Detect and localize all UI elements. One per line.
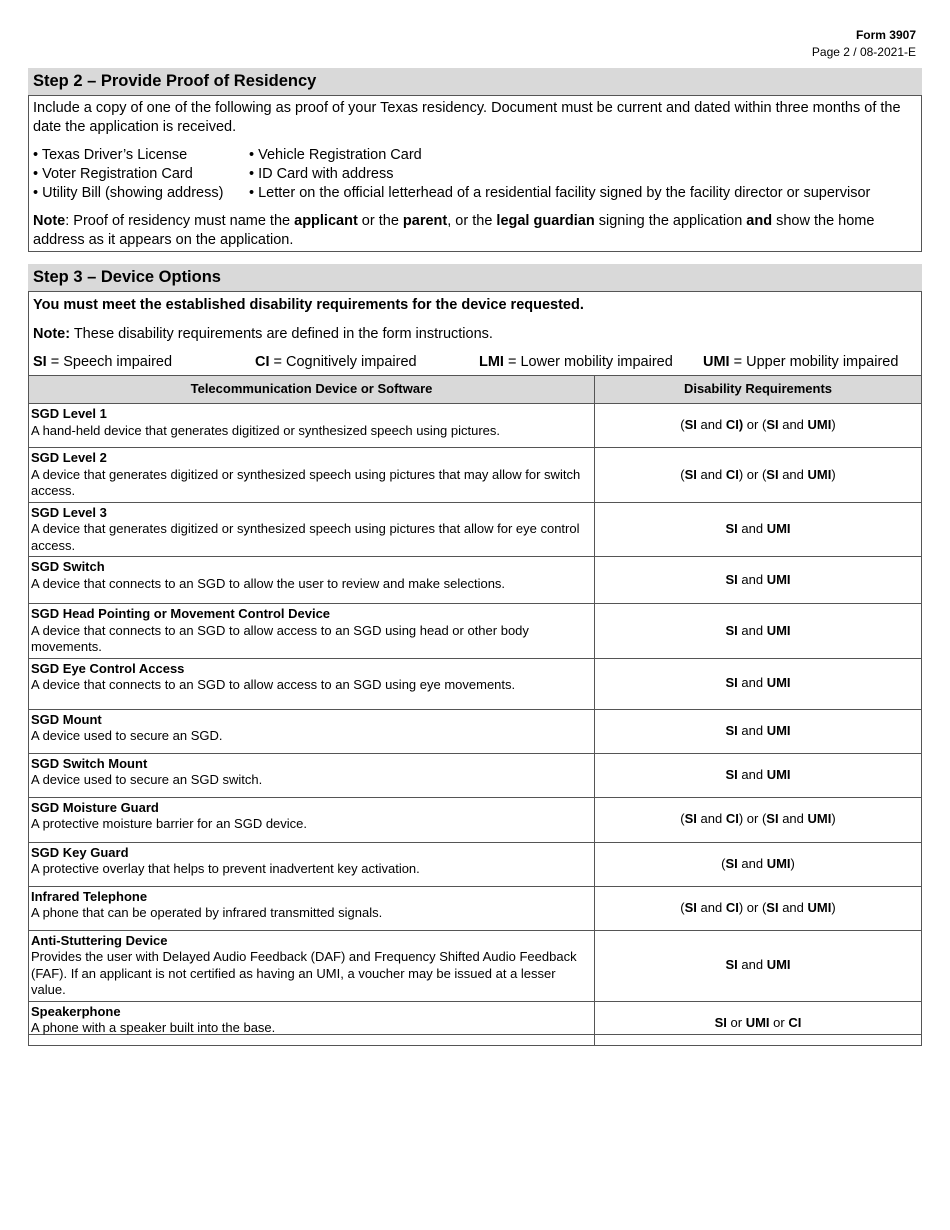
- device-name: SGD Head Pointing or Movement Control Device: [31, 606, 331, 621]
- device-description: A device that generates digitized or synthesized speech using pictures that allow for eye control access.: [31, 521, 580, 553]
- requirement-code: SI: [725, 766, 738, 782]
- requirement-code: SI: [725, 957, 738, 973]
- note-label: Note: [33, 213, 66, 229]
- requirement-connector: (: [721, 855, 726, 871]
- device-description: A device that connects to an SGD to allow the user to review and make selections.: [31, 575, 506, 591]
- document-item: • Utility Bill (showing address): [33, 185, 224, 201]
- abbreviation: SI: [33, 354, 47, 370]
- device-name: Infrared Telephone: [31, 888, 148, 904]
- device-description: A phone that can be operated by infrared transmitted signals.: [31, 905, 383, 920]
- requirement-connector: and: [778, 899, 808, 915]
- device-name: SGD Switch Mount: [31, 755, 148, 771]
- requirement-code: SI: [684, 899, 697, 915]
- device-name: Anti-Stuttering Device: [31, 932, 168, 948]
- requirement-connector: (: [680, 811, 685, 827]
- requirement-connector: (: [680, 899, 685, 915]
- abbreviation: LMI: [479, 354, 504, 370]
- device-cell: [29, 753, 595, 797]
- requirement-cell: [595, 557, 922, 604]
- device-description: A protective moisture barrier for an SGD device.: [31, 816, 308, 831]
- device-name: SGD Moisture Guard: [31, 799, 159, 815]
- requirement-cell: [595, 404, 922, 448]
- requirement-cell: [595, 1001, 922, 1045]
- step2-section: [28, 95, 922, 252]
- table-row: [29, 502, 922, 557]
- device-description: A device that connects to an SGD to allow access to an SGD using eye movements.: [31, 677, 516, 692]
- requirement-code: CI): [725, 417, 744, 433]
- note-emphasis: applicant: [294, 213, 358, 229]
- requirement-code: CI: [725, 811, 739, 827]
- requirement-code: UMI: [766, 957, 791, 973]
- requirement-statement: You must meet the established disability requirements for the device requested.: [33, 297, 584, 313]
- document-list-col2: [249, 146, 870, 203]
- abbreviation-def-lmi: [479, 353, 703, 372]
- requirement-connector: and: [696, 466, 726, 482]
- table-row: [29, 557, 922, 604]
- requirement-cell: [595, 604, 922, 659]
- requirement-connector: ): [831, 811, 836, 827]
- note-text: signing the application: [594, 213, 747, 229]
- requirement-code: SI: [766, 417, 779, 433]
- residency-document-list: [33, 146, 917, 203]
- col-header-device: Telecommunication Device or Software: [29, 376, 595, 404]
- requirement-code: UMI: [766, 675, 791, 691]
- requirement-connector: and: [737, 622, 767, 638]
- document-item: • Texas Driver’s License: [33, 147, 188, 163]
- device-description: A device used to secure an SGD.: [31, 728, 223, 743]
- note-emphasis: parent: [402, 213, 448, 229]
- device-name: SGD Level 1: [31, 406, 107, 421]
- note-label: Note:: [33, 326, 71, 342]
- table-row: [29, 842, 922, 886]
- requirement-code: UMI: [745, 1014, 770, 1030]
- device-cell: [29, 709, 595, 753]
- requirement-connector: and: [778, 417, 808, 433]
- device-name: SGD Level 2: [31, 450, 107, 465]
- requirement-connector: (: [680, 417, 685, 433]
- device-description: A device that generates digitized or synthesized speech using pictures that may allow for switch access.: [31, 466, 581, 498]
- requirement-cell: [595, 502, 922, 557]
- requirement-connector: ): [831, 417, 836, 433]
- requirement-code: UMI: [766, 521, 791, 536]
- requirement-connector: ) or (: [738, 466, 767, 482]
- requirement-connector: and: [696, 417, 726, 433]
- requirement-code: SI: [725, 722, 738, 738]
- device-table: [28, 375, 922, 1046]
- document-item: • Letter on the official letterhead of a residential facility signed by the facility director or supervisor: [249, 185, 871, 201]
- note-text: These disability requirements are defined in the form instructions.: [70, 326, 493, 342]
- requirement-code: SI: [684, 466, 697, 482]
- requirement-code: UMI: [766, 855, 791, 871]
- note-text: or the: [357, 213, 403, 229]
- document-item: • Vehicle Registration Card: [249, 147, 422, 163]
- requirement-connector: and: [737, 521, 767, 536]
- requirement-connector: ) or (: [738, 899, 767, 915]
- requirement-connector: ): [831, 899, 836, 915]
- device-description: A protective overlay that helps to prevent inadvertent key activation.: [31, 861, 420, 876]
- device-cell: [29, 448, 595, 503]
- requirement-connector: or: [769, 1014, 789, 1030]
- device-cell: [29, 658, 595, 709]
- table-row: [29, 404, 922, 448]
- form-number: Form 3907: [855, 28, 916, 42]
- requirement-connector: and: [737, 957, 767, 973]
- requirement-connector: and: [737, 571, 767, 587]
- note-text: : Proof of residency must name the: [65, 213, 295, 229]
- device-description: A phone with a speaker built into the base.: [31, 1020, 276, 1035]
- requirement-code: SI: [725, 855, 738, 871]
- requirement-code: UMI: [807, 417, 832, 433]
- device-cell: [29, 604, 595, 659]
- device-cell: [29, 842, 595, 886]
- col-header-requirements: Disability Requirements: [595, 376, 922, 404]
- requirement-connector: and: [737, 722, 767, 738]
- requirement-connector: and: [737, 766, 767, 782]
- device-name: SGD Key Guard: [31, 844, 129, 860]
- table-row: [29, 604, 922, 659]
- requirement-cell: [595, 448, 922, 503]
- requirement-code: UMI: [766, 766, 791, 782]
- table-row: [29, 658, 922, 709]
- device-description: A device used to secure an SGD switch.: [31, 772, 263, 787]
- form-header: [812, 27, 916, 61]
- device-cell: [29, 404, 595, 448]
- abbreviation-meaning: = Speech impaired: [46, 354, 173, 370]
- table-row: [29, 930, 922, 1001]
- table-row: [29, 886, 922, 930]
- note-text: , or the: [447, 213, 497, 229]
- step3-section: [28, 291, 922, 1035]
- note-text: show the home address as it appears on the application.: [33, 213, 875, 248]
- abbreviation: CI: [255, 354, 270, 370]
- abbreviation-definitions: [33, 353, 917, 372]
- requirement-code: CI: [788, 1014, 802, 1030]
- device-cell: [29, 502, 595, 557]
- requirement-code: CI: [725, 899, 739, 915]
- requirement-connector: and: [737, 855, 767, 871]
- requirement-connector: or (: [743, 417, 767, 433]
- abbreviation-def-ci: [255, 353, 479, 372]
- device-name: SGD Mount: [31, 711, 102, 727]
- device-name: SGD Level 3: [31, 504, 107, 520]
- page-info: Page 2 / 08-2021-E: [811, 45, 916, 59]
- requirement-connector: (: [680, 466, 685, 482]
- step3-title: Step 3 – Device Options: [28, 264, 922, 291]
- abbreviation-meaning: = Upper mobility impaired: [729, 354, 899, 370]
- requirement-code: SI: [714, 1014, 727, 1030]
- requirement-code: UMI: [807, 811, 832, 827]
- requirement-code: UMI: [766, 722, 791, 738]
- abbreviation-meaning: = Cognitively impaired: [269, 354, 417, 370]
- requirement-connector: ): [790, 855, 795, 871]
- note-emphasis: and: [746, 213, 773, 229]
- device-description: A hand-held device that generates digitized or synthesized speech using pictures.: [31, 422, 501, 438]
- requirement-connector: and: [696, 899, 726, 915]
- device-cell: [29, 886, 595, 930]
- requirement-code: SI: [725, 675, 738, 691]
- requirement-connector: and: [778, 466, 808, 482]
- requirement-cell: [595, 797, 922, 842]
- table-row: [29, 753, 922, 797]
- requirement-code: SI: [684, 811, 697, 827]
- requirement-cell: [595, 886, 922, 930]
- table-row: [29, 797, 922, 842]
- requirement-connector: or: [726, 1014, 746, 1030]
- requirement-code: SI: [725, 622, 738, 638]
- requirement-code: CI: [725, 466, 739, 482]
- requirement-code: SI: [725, 521, 738, 536]
- device-description: Provides the user with Delayed Audio Feedback (DAF) and Frequency Shifted Audio Feedback (FAF). If an applicant is not certified as having an UMI, a voucher may be issued at a lesser value.: [31, 949, 577, 997]
- requirement-cell: [595, 658, 922, 709]
- step2-intro: Include a copy of one of the following as proof of your Texas residency. Document must be current and dated within three months of the date the application is received.: [33, 100, 901, 135]
- device-cell: [29, 557, 595, 604]
- requirement-connector: and: [778, 811, 808, 827]
- device-name: SGD Switch: [31, 559, 105, 574]
- abbreviation-def-si: [33, 353, 255, 372]
- table-row: [29, 709, 922, 753]
- device-description: A device that connects to an SGD to allow access to an SGD using head or other body movements.: [31, 622, 529, 654]
- note-emphasis: legal guardian: [496, 213, 595, 229]
- requirement-code: UMI: [807, 466, 832, 482]
- step2-title: Step 2 – Provide Proof of Residency: [28, 68, 922, 95]
- device-cell: [29, 930, 595, 1001]
- device-cell: [29, 1001, 595, 1045]
- requirement-code: UMI: [766, 571, 791, 587]
- abbreviation: UMI: [703, 354, 730, 370]
- requirement-connector: and: [737, 675, 767, 691]
- device-name: SGD Eye Control Access: [31, 660, 185, 676]
- document-item: • ID Card with address: [249, 166, 394, 182]
- step3-note: [33, 325, 917, 344]
- step2-note: [33, 212, 917, 250]
- abbreviation-meaning: = Lower mobility impaired: [503, 354, 673, 370]
- requirement-code: SI: [766, 811, 779, 827]
- device-cell: [29, 797, 595, 842]
- device-name: Speakerphone: [31, 1003, 121, 1019]
- document-list-col1: [33, 146, 249, 203]
- requirement-cell: [595, 930, 922, 1001]
- requirement-code: SI: [766, 466, 779, 482]
- requirement-connector: ) or (: [738, 811, 767, 827]
- requirement-code: UMI: [766, 622, 791, 638]
- requirement-cell: [595, 709, 922, 753]
- requirement-cell: [595, 842, 922, 886]
- requirement-code: SI: [766, 899, 779, 915]
- abbreviation-def-umi: [703, 353, 898, 372]
- requirement-connector: ): [831, 466, 836, 482]
- requirement-code: UMI: [807, 899, 832, 915]
- table-row: [29, 1001, 922, 1045]
- requirement-connector: and: [696, 811, 726, 827]
- table-row: [29, 448, 922, 503]
- requirement-cell: [595, 753, 922, 797]
- requirement-code: SI: [684, 417, 697, 433]
- requirement-code: SI: [725, 571, 738, 587]
- document-item: • Voter Registration Card: [33, 166, 193, 182]
